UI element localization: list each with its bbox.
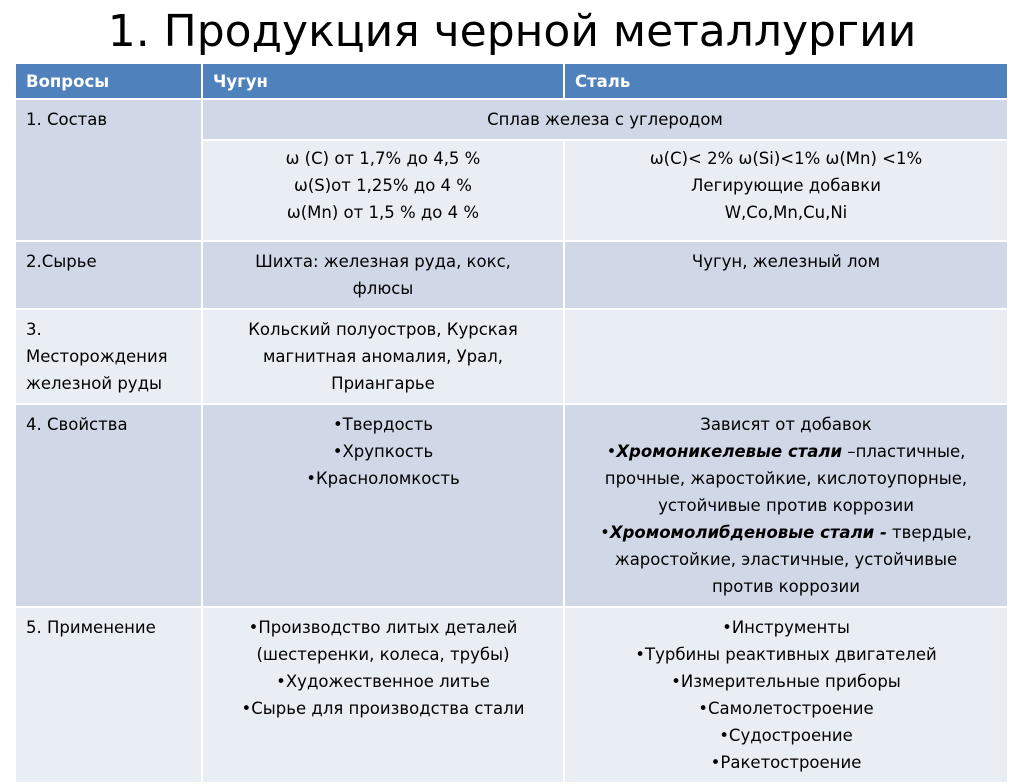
text-line: Шихта: железная руда, кокс, (255, 252, 511, 271)
usage-steel (564, 607, 1008, 783)
text-line (575, 438, 997, 465)
header-cast-iron: Чугун (202, 64, 564, 99)
text-line: Зависят от добавок (700, 415, 872, 434)
text-line: •Турбины реактивных двигателей (635, 645, 937, 664)
steel-type-label: Хромоникелевые стали (616, 442, 843, 461)
composition-common: Сплав железа с углеродом (202, 99, 1008, 140)
text-line: ω(S)от 1,25% до 4 % (294, 176, 472, 195)
header-steel: Сталь (564, 64, 1008, 99)
bullet: • (600, 523, 610, 542)
text-line: 3. (26, 320, 42, 339)
text-line: •Художественное литье (276, 672, 490, 691)
text-line: Кольский полуостров, Курская (248, 320, 518, 339)
text-line: магнитная аномалия, Урал, (262, 347, 504, 366)
raw-steel (564, 241, 1008, 309)
text-line: против коррозии (712, 577, 860, 596)
text-line: •Красноломкость (306, 469, 460, 488)
text-line: W,Co,Mn,Cu,Ni (724, 203, 848, 222)
text-line: Месторождения (26, 347, 168, 366)
text-line: жаростойкие, эластичные, устойчивые (614, 550, 958, 569)
bullet: • (606, 442, 617, 461)
text-line: ω(Mn) от 1,5 % до 4 % (286, 203, 480, 222)
text-line: прочные, жаростойкие, кислотоупорные, (604, 469, 968, 488)
text-line: (шестеренки, колеса, трубы) (256, 645, 510, 664)
usage-iron (202, 607, 564, 783)
text-line: ω(С)< 2% ω(Si)<1% ω(Mn) <1% (649, 149, 923, 168)
text-line: флюсы (352, 279, 414, 298)
properties-steel (564, 404, 1008, 607)
question-properties: 4. Свойства (16, 404, 202, 607)
table-row (16, 607, 1008, 783)
table-row (16, 241, 1008, 309)
properties-iron (202, 404, 564, 607)
text-line: •Измерительные приборы (671, 672, 901, 691)
text-fragment: твердые, (886, 523, 972, 542)
deposits-steel (564, 309, 1008, 404)
text-fragment: –пластичные, (842, 442, 966, 461)
text-line: железной руды (26, 374, 163, 393)
steel-type-label: Хромомолибденовые стали - (609, 523, 887, 542)
text-line: •Самолетостроение (698, 699, 874, 718)
table-header-row (16, 64, 1008, 99)
page-title: 1. Продукция черной металлургии (107, 6, 917, 57)
text-line: •Инструменты (722, 618, 850, 637)
text-line (575, 519, 997, 546)
text-line: устойчивые против коррозии (658, 496, 914, 515)
text-line: ω (С) от 1,7% до 4,5 % (285, 149, 481, 168)
header-questions: Вопросы (16, 64, 202, 99)
text-line: Приангарье (331, 374, 435, 393)
table-row (16, 99, 1008, 140)
table-row (16, 404, 1008, 607)
text-line: •Судостроение (719, 726, 853, 745)
question-raw: 2.Сырье (16, 241, 202, 309)
table-row (16, 309, 1008, 404)
text-line: •Хрупкость (332, 442, 434, 461)
comparison-table (16, 64, 1009, 784)
text-line: Чугун, железный лом (691, 252, 881, 271)
question-deposits (16, 309, 202, 404)
question-usage: 5. Применение (16, 607, 202, 783)
text-line: •Производство литых деталей (248, 618, 518, 637)
deposits-iron (202, 309, 564, 404)
text-line: •Ракетостроение (710, 753, 862, 772)
question-composition: 1. Состав (16, 99, 202, 241)
composition-steel (564, 140, 1008, 241)
composition-iron (202, 140, 564, 241)
text-line: •Твердость (332, 415, 434, 434)
text-line: Легирующие добавки (691, 176, 881, 195)
raw-iron (202, 241, 564, 309)
text-line: •Сырье для производства стали (241, 699, 525, 718)
